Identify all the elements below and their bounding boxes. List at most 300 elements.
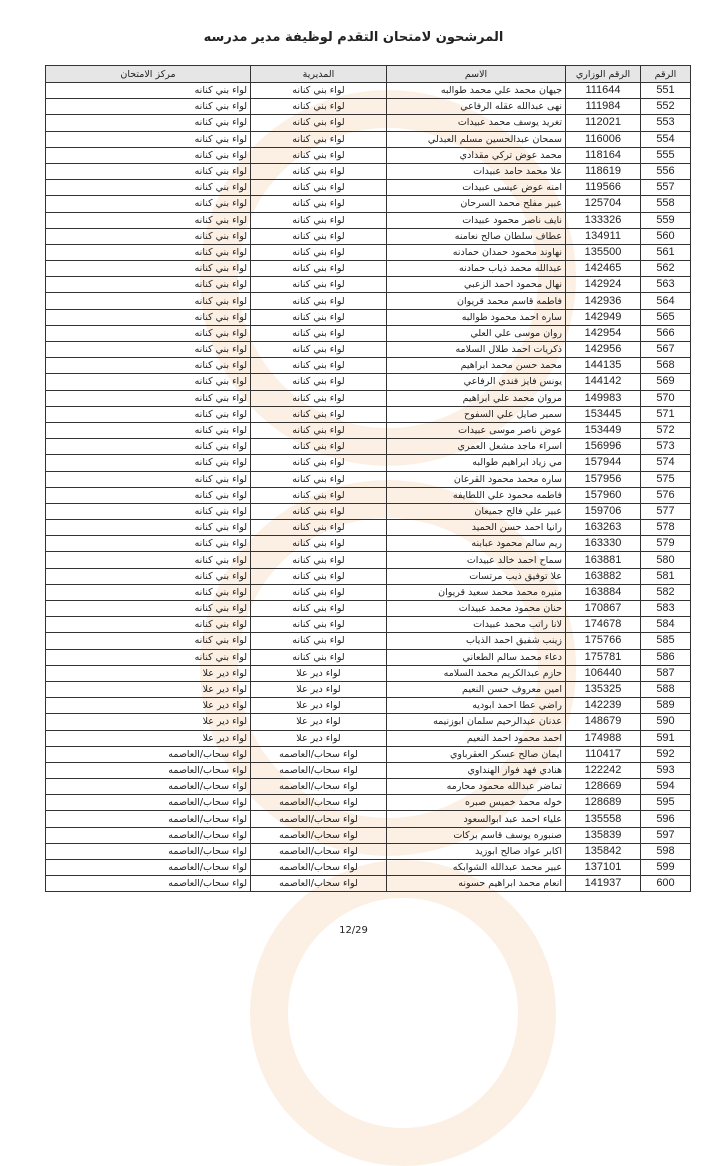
cell-num: 596 (641, 811, 691, 827)
cell-id: 142949 (566, 309, 641, 325)
table-row (46, 568, 691, 584)
header-id: الرقم الوزاري (566, 66, 641, 83)
cell-directorate: لواء بني كنانه (251, 455, 387, 471)
cell-num: 564 (641, 293, 691, 309)
cell-id: 174678 (566, 617, 641, 633)
cell-name: حازم عبدالكريم محمد السلامه (387, 665, 566, 681)
cell-name: عبير علي فالح جميعان (387, 503, 566, 519)
table-header (46, 66, 691, 83)
cell-name: ريم سالم محمود عبابنه (387, 536, 566, 552)
cell-center: لواء بني كنانه (46, 293, 251, 309)
table-row (46, 163, 691, 179)
table-row (46, 487, 691, 503)
cell-name: راضي عطا احمد ابوديه (387, 698, 566, 714)
cell-name: عبدالله محمد ذياب حمادنه (387, 261, 566, 277)
cell-num: 591 (641, 730, 691, 746)
cell-directorate: لواء بني كنانه (251, 422, 387, 438)
cell-directorate: لواء سحاب/العاصمه (251, 843, 387, 859)
cell-id: 157956 (566, 471, 641, 487)
cell-name: عوض ناصر موسى عبيدات (387, 422, 566, 438)
table-row (46, 746, 691, 762)
table-row (46, 244, 691, 260)
table-row (46, 795, 691, 811)
cell-name: منيره محمد محمد سعيد قريوان (387, 584, 566, 600)
cell-num: 599 (641, 860, 691, 876)
cell-center: لواء سحاب/العاصمه (46, 811, 251, 827)
cell-id: 159706 (566, 503, 641, 519)
cell-directorate: لواء بني كنانه (251, 584, 387, 600)
cell-name: اكابر عواد صالح ابوزيد (387, 843, 566, 859)
cell-directorate: لواء سحاب/العاصمه (251, 779, 387, 795)
cell-num: 597 (641, 827, 691, 843)
table-row (46, 649, 691, 665)
table-row (46, 309, 691, 325)
table-row (46, 584, 691, 600)
cell-name: تماضر عبدالله محمود محارمه (387, 779, 566, 795)
cell-directorate: لواء بني كنانه (251, 293, 387, 309)
table-row (46, 876, 691, 892)
cell-name: عطاف سلطان صالح نعامنه (387, 228, 566, 244)
cell-name: احمد محمود احمد النعيم (387, 730, 566, 746)
cell-name: محمد عوض تركي مقدادي (387, 147, 566, 163)
cell-num: 561 (641, 244, 691, 260)
cell-name: يونس فايز فندي الرفاعي (387, 374, 566, 390)
table-row (46, 212, 691, 228)
cell-center: لواء بني كنانه (46, 180, 251, 196)
cell-name: هنادي فهد فواز الهنداوي (387, 762, 566, 778)
cell-name: زينب شفيق احمد الذياب (387, 633, 566, 649)
cell-id: 142924 (566, 277, 641, 293)
cell-directorate: لواء بني كنانه (251, 649, 387, 665)
cell-directorate: لواء بني كنانه (251, 180, 387, 196)
cell-num: 587 (641, 665, 691, 681)
cell-name: جيهان محمد علي محمد طوالبه (387, 83, 566, 99)
cell-num: 553 (641, 115, 691, 131)
cell-num: 575 (641, 471, 691, 487)
cell-name: صنبوره يوسف قاسم بركات (387, 827, 566, 843)
cell-num: 562 (641, 261, 691, 277)
cell-directorate: لواء بني كنانه (251, 277, 387, 293)
cell-name: نهال محمود احمد الزعبي (387, 277, 566, 293)
cell-center: لواء بني كنانه (46, 601, 251, 617)
cell-center: لواء بني كنانه (46, 633, 251, 649)
cell-id: 175781 (566, 649, 641, 665)
cell-num: 585 (641, 633, 691, 649)
cell-center: لواء دير علا (46, 665, 251, 681)
cell-directorate: لواء بني كنانه (251, 212, 387, 228)
cell-directorate: لواء بني كنانه (251, 439, 387, 455)
cell-id: 148679 (566, 714, 641, 730)
cell-center: لواء بني كنانه (46, 358, 251, 374)
table-row (46, 520, 691, 536)
cell-center: لواء بني كنانه (46, 487, 251, 503)
cell-num: 569 (641, 374, 691, 390)
cell-directorate: لواء بني كنانه (251, 99, 387, 115)
cell-center: لواء بني كنانه (46, 422, 251, 438)
cell-center: لواء سحاب/العاصمه (46, 876, 251, 892)
cell-center: لواء بني كنانه (46, 196, 251, 212)
table-row (46, 552, 691, 568)
cell-name: اسراء ماجد مشعل العمري (387, 439, 566, 455)
cell-num: 556 (641, 163, 691, 179)
cell-center: لواء سحاب/العاصمه (46, 779, 251, 795)
cell-num: 580 (641, 552, 691, 568)
cell-directorate: لواء دير علا (251, 730, 387, 746)
cell-directorate: لواء بني كنانه (251, 115, 387, 131)
cell-id: 163884 (566, 584, 641, 600)
page-number: 12/29 (339, 925, 368, 936)
cell-id: 157960 (566, 487, 641, 503)
cell-directorate: لواء بني كنانه (251, 244, 387, 260)
cell-center: لواء بني كنانه (46, 228, 251, 244)
cell-num: 568 (641, 358, 691, 374)
cell-directorate: لواء بني كنانه (251, 196, 387, 212)
table-row (46, 471, 691, 487)
cell-id: 128689 (566, 795, 641, 811)
cell-num: 598 (641, 843, 691, 859)
cell-directorate: لواء بني كنانه (251, 520, 387, 536)
cell-name: عبير محمد عبدالله الشوابكه (387, 860, 566, 876)
cell-center: لواء بني كنانه (46, 147, 251, 163)
cell-name: حنان محمود محمد عبيدات (387, 601, 566, 617)
table-row (46, 665, 691, 681)
cell-name: مي زياد ابراهيم طوالبه (387, 455, 566, 471)
cell-directorate: لواء بني كنانه (251, 228, 387, 244)
cell-num: 567 (641, 342, 691, 358)
table-row (46, 358, 691, 374)
cell-name: فاطمه محمود علي اللطايفه (387, 487, 566, 503)
cell-id: 142239 (566, 698, 641, 714)
cell-num: 586 (641, 649, 691, 665)
table-row (46, 455, 691, 471)
cell-directorate: لواء بني كنانه (251, 309, 387, 325)
cell-name: علياء احمد عبد ابوالسعود (387, 811, 566, 827)
cell-num: 600 (641, 876, 691, 892)
table-row (46, 730, 691, 746)
cell-num: 577 (641, 503, 691, 519)
cell-directorate: لواء بني كنانه (251, 325, 387, 341)
cell-center: لواء سحاب/العاصمه (46, 762, 251, 778)
cell-directorate: لواء بني كنانه (251, 374, 387, 390)
cell-id: 135325 (566, 681, 641, 697)
cell-directorate: لواء بني كنانه (251, 487, 387, 503)
cell-id: 156996 (566, 439, 641, 455)
cell-center: لواء سحاب/العاصمه (46, 746, 251, 762)
header-num: الرقم (641, 66, 691, 83)
cell-id: 134911 (566, 228, 641, 244)
cell-id: 116006 (566, 131, 641, 147)
header-name: الاسم (387, 66, 566, 83)
cell-id: 174988 (566, 730, 641, 746)
cell-id: 111644 (566, 83, 641, 99)
cell-name: سمير صايل علي السفوح (387, 406, 566, 422)
cell-center: لواء بني كنانه (46, 83, 251, 99)
table-row (46, 277, 691, 293)
cell-num: 573 (641, 439, 691, 455)
table-row (46, 762, 691, 778)
table-row (46, 536, 691, 552)
cell-num: 583 (641, 601, 691, 617)
cell-id: 163882 (566, 568, 641, 584)
cell-center: لواء بني كنانه (46, 471, 251, 487)
cell-name: دعاء محمد سالم الطعاني (387, 649, 566, 665)
table-row (46, 698, 691, 714)
cell-id: 153449 (566, 422, 641, 438)
cell-num: 593 (641, 762, 691, 778)
cell-num: 595 (641, 795, 691, 811)
cell-name: نهى عبدالله عقله الرفاعي (387, 99, 566, 115)
cell-directorate: لواء بني كنانه (251, 358, 387, 374)
table-row (46, 115, 691, 131)
table-row (46, 779, 691, 795)
cell-id: 118619 (566, 163, 641, 179)
cell-id: 142936 (566, 293, 641, 309)
cell-name: ايمان صالح عسكر العقرباوي (387, 746, 566, 762)
cell-num: 594 (641, 779, 691, 795)
cell-directorate: لواء بني كنانه (251, 131, 387, 147)
cell-directorate: لواء سحاب/العاصمه (251, 746, 387, 762)
cell-num: 559 (641, 212, 691, 228)
table-row (46, 422, 691, 438)
cell-num: 582 (641, 584, 691, 600)
cell-num: 565 (641, 309, 691, 325)
table-row (46, 180, 691, 196)
cell-id: 125704 (566, 196, 641, 212)
cell-name: ذكريات احمد طلال السلامه (387, 342, 566, 358)
cell-num: 557 (641, 180, 691, 196)
table-row (46, 811, 691, 827)
cell-directorate: لواء بني كنانه (251, 163, 387, 179)
cell-num: 579 (641, 536, 691, 552)
table-row (46, 228, 691, 244)
candidates-table (45, 65, 691, 892)
cell-id: 111984 (566, 99, 641, 115)
cell-center: لواء بني كنانه (46, 552, 251, 568)
cell-center: لواء بني كنانه (46, 131, 251, 147)
header-center: مركز الامتحان (46, 66, 251, 83)
cell-center: لواء سحاب/العاصمه (46, 860, 251, 876)
table-row (46, 843, 691, 859)
cell-directorate: لواء بني كنانه (251, 536, 387, 552)
cell-center: لواء سحاب/العاصمه (46, 827, 251, 843)
cell-num: 588 (641, 681, 691, 697)
cell-name: تغريد يوسف محمد عبيدات (387, 115, 566, 131)
table-row (46, 147, 691, 163)
table-row (46, 681, 691, 697)
table-row (46, 342, 691, 358)
cell-directorate: لواء سحاب/العاصمه (251, 827, 387, 843)
cell-directorate: لواء دير علا (251, 665, 387, 681)
cell-name: رانيا احمد حسن الحميد (387, 520, 566, 536)
cell-name: عبير مفلح محمد السرحان (387, 196, 566, 212)
cell-id: 118164 (566, 147, 641, 163)
cell-id: 163881 (566, 552, 641, 568)
cell-id: 149983 (566, 390, 641, 406)
cell-center: لواء بني كنانه (46, 536, 251, 552)
cell-center: لواء بني كنانه (46, 325, 251, 341)
cell-name: علا توفيق ذيب مرتسات (387, 568, 566, 584)
cell-name: سمحان عبدالحسين مسلم العبدلي (387, 131, 566, 147)
header-directorate: المديرية (251, 66, 387, 83)
cell-center: لواء بني كنانه (46, 649, 251, 665)
cell-id: 106440 (566, 665, 641, 681)
cell-num: 560 (641, 228, 691, 244)
cell-id: 112021 (566, 115, 641, 131)
cell-directorate: لواء سحاب/العاصمه (251, 795, 387, 811)
cell-name: فاطمه قاسم محمد قريوان (387, 293, 566, 309)
table-row (46, 601, 691, 617)
cell-num: 554 (641, 131, 691, 147)
cell-center: لواء بني كنانه (46, 568, 251, 584)
cell-directorate: لواء دير علا (251, 681, 387, 697)
cell-id: 135500 (566, 244, 641, 260)
cell-name: امنه عوض عيسى عبيدات (387, 180, 566, 196)
cell-directorate: لواء دير علا (251, 698, 387, 714)
cell-id: 170867 (566, 601, 641, 617)
watermark-ring-footer (250, 860, 556, 1166)
cell-center: لواء بني كنانه (46, 520, 251, 536)
cell-directorate: لواء بني كنانه (251, 633, 387, 649)
cell-name: ساره احمد محمود طوالبه (387, 309, 566, 325)
cell-center: لواء بني كنانه (46, 115, 251, 131)
cell-id: 128669 (566, 779, 641, 795)
cell-name: سماح احمد خالد عبيدات (387, 552, 566, 568)
cell-name: علا محمد حامد عبيدات (387, 163, 566, 179)
cell-num: 570 (641, 390, 691, 406)
cell-id: 144142 (566, 374, 641, 390)
cell-center: لواء دير علا (46, 730, 251, 746)
cell-center: لواء بني كنانه (46, 503, 251, 519)
cell-center: لواء دير علا (46, 698, 251, 714)
cell-directorate: لواء سحاب/العاصمه (251, 876, 387, 892)
table-row (46, 83, 691, 99)
table-row (46, 860, 691, 876)
cell-num: 590 (641, 714, 691, 730)
cell-num: 574 (641, 455, 691, 471)
cell-name: نهاوند محمود حمدان حمادنه (387, 244, 566, 260)
table-row (46, 325, 691, 341)
cell-num: 571 (641, 406, 691, 422)
cell-id: 163263 (566, 520, 641, 536)
cell-num: 589 (641, 698, 691, 714)
cell-directorate: لواء بني كنانه (251, 261, 387, 277)
table-row (46, 503, 691, 519)
cell-id: 135558 (566, 811, 641, 827)
table-row (46, 714, 691, 730)
cell-directorate: لواء بني كنانه (251, 83, 387, 99)
page-title: المرشحون لامتحان التقدم لوظيفة مدير مدرسه (203, 30, 504, 45)
cell-center: لواء دير علا (46, 681, 251, 697)
cell-name: امين معروف حسن النعيم (387, 681, 566, 697)
cell-id: 137101 (566, 860, 641, 876)
cell-center: لواء بني كنانه (46, 439, 251, 455)
cell-id: 157944 (566, 455, 641, 471)
cell-id: 133326 (566, 212, 641, 228)
table-row (46, 261, 691, 277)
cell-id: 142956 (566, 342, 641, 358)
cell-num: 552 (641, 99, 691, 115)
cell-directorate: لواء بني كنانه (251, 147, 387, 163)
cell-center: لواء بني كنانه (46, 212, 251, 228)
cell-center: لواء دير علا (46, 714, 251, 730)
cell-directorate: لواء بني كنانه (251, 552, 387, 568)
cell-directorate: لواء سحاب/العاصمه (251, 860, 387, 876)
cell-directorate: لواء سحاب/العاصمه (251, 762, 387, 778)
table-row (46, 99, 691, 115)
cell-directorate: لواء بني كنانه (251, 568, 387, 584)
table-row (46, 390, 691, 406)
cell-directorate: لواء دير علا (251, 714, 387, 730)
cell-center: لواء بني كنانه (46, 99, 251, 115)
cell-id: 119566 (566, 180, 641, 196)
cell-directorate: لواء بني كنانه (251, 617, 387, 633)
cell-id: 144135 (566, 358, 641, 374)
cell-num: 572 (641, 422, 691, 438)
cell-center: لواء بني كنانه (46, 261, 251, 277)
table-row (46, 406, 691, 422)
cell-name: لانا راتب محمد عبيدات (387, 617, 566, 633)
cell-id: 110417 (566, 746, 641, 762)
cell-id: 142465 (566, 261, 641, 277)
cell-center: لواء بني كنانه (46, 584, 251, 600)
cell-id: 122242 (566, 762, 641, 778)
cell-id: 141937 (566, 876, 641, 892)
table-row (46, 374, 691, 390)
cell-center: لواء بني كنانه (46, 406, 251, 422)
table-row (46, 196, 691, 212)
cell-name: خوله محمد خميس صبره (387, 795, 566, 811)
cell-id: 135839 (566, 827, 641, 843)
cell-name: محمد حسن محمد ابراهيم (387, 358, 566, 374)
cell-center: لواء سحاب/العاصمه (46, 843, 251, 859)
cell-num: 576 (641, 487, 691, 503)
cell-center: لواء بني كنانه (46, 163, 251, 179)
cell-center: لواء بني كنانه (46, 390, 251, 406)
cell-name: مروان محمد علي ابراهيم (387, 390, 566, 406)
cell-directorate: لواء بني كنانه (251, 503, 387, 519)
table-row (46, 617, 691, 633)
cell-center: لواء سحاب/العاصمه (46, 795, 251, 811)
cell-center: لواء بني كنانه (46, 277, 251, 293)
cell-directorate: لواء بني كنانه (251, 342, 387, 358)
cell-center: لواء بني كنانه (46, 244, 251, 260)
cell-directorate: لواء سحاب/العاصمه (251, 811, 387, 827)
cell-id: 153445 (566, 406, 641, 422)
cell-name: نايف ناصر محمود عبيدات (387, 212, 566, 228)
cell-num: 551 (641, 83, 691, 99)
table-row (46, 439, 691, 455)
cell-num: 592 (641, 746, 691, 762)
cell-id: 135842 (566, 843, 641, 859)
cell-name: روان موسى علي العلي (387, 325, 566, 341)
cell-num: 555 (641, 147, 691, 163)
cell-id: 142954 (566, 325, 641, 341)
cell-name: عدنان عبدالرحيم سلمان ابوزنيمه (387, 714, 566, 730)
cell-num: 578 (641, 520, 691, 536)
cell-center: لواء بني كنانه (46, 374, 251, 390)
cell-center: لواء بني كنانه (46, 342, 251, 358)
cell-num: 558 (641, 196, 691, 212)
cell-num: 563 (641, 277, 691, 293)
table-row (46, 633, 691, 649)
cell-id: 175766 (566, 633, 641, 649)
table-row (46, 293, 691, 309)
cell-center: لواء بني كنانه (46, 617, 251, 633)
cell-name: ساره محمد محمود القرعان (387, 471, 566, 487)
cell-id: 163330 (566, 536, 641, 552)
table-row (46, 131, 691, 147)
cell-directorate: لواء بني كنانه (251, 406, 387, 422)
